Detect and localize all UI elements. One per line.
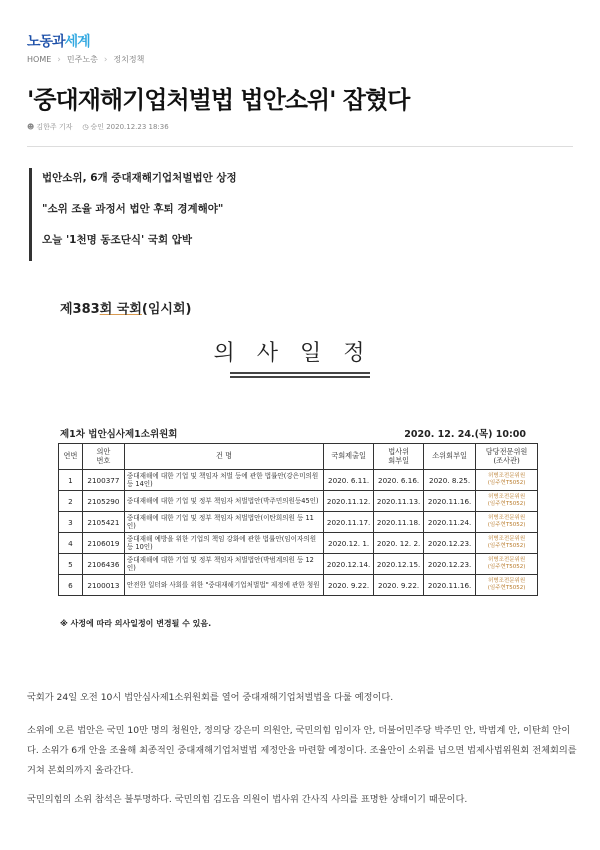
table-cell-no: 4 xyxy=(59,533,83,554)
table-cell-submitted: 2020. 6.11. xyxy=(324,470,374,491)
subhead: 오늘 '1천명 동조단식' 국회 압박 xyxy=(42,234,193,246)
table-cell-submitted: 2020.12. 1. xyxy=(324,533,374,554)
session-suffix: (임시회) xyxy=(141,302,192,317)
table-row xyxy=(59,575,538,596)
doc-datetime: 2020. 12. 24.(목) 10:00 xyxy=(404,429,526,440)
agenda-table xyxy=(58,443,538,596)
table-cell-submitted: 2020.12.14. xyxy=(324,554,374,575)
column-header: 연번 xyxy=(59,444,83,470)
table-cell-bill: 2106019 xyxy=(82,533,124,554)
doc-title-underline xyxy=(230,372,370,378)
article-headline: '중대재해기업처벌법 법안소위' 잡혔다 xyxy=(27,86,410,114)
table-row xyxy=(59,491,538,512)
article-paragraph: 소위에 오른 법안은 국민 10만 명의 청원안, 정의당 강은미 의원안, 국민의힘 임이자 안, 더불어민주당 박주민 안, 박범계 안, 이탄희 안이다. 소위가 6개 안을 조율해 최종적인 중대재해기업처벌법 제정안을 마련할 예정이다. 조율안이 소위를 넘으면 법제사법위원회 전체회의를 거쳐 본회의까지 올라간다. xyxy=(27,725,577,776)
table-cell-referred: 2020. 9.22. xyxy=(374,575,424,596)
column-header: 법사위 회부일 xyxy=(374,444,424,470)
chevron-right-icon: › xyxy=(103,54,108,65)
table-cell-name: 안전한 일터와 사회를 위한 "중대재해기업처벌법" 제정에 관한 청원 xyxy=(124,575,323,596)
table-cell-submitted: 2020.11.12. xyxy=(324,491,374,512)
table-cell-bill: 2105290 xyxy=(82,491,124,512)
table-cell-bill: 2100013 xyxy=(82,575,124,596)
breadcrumb-section[interactable]: 민주노총 xyxy=(66,55,98,64)
table-cell-bill: 2100377 xyxy=(82,470,124,491)
table-cell-name: 중대재해에 대한 기업 및 정부 책임자 처벌법안(박주민의원등45인) xyxy=(124,491,323,512)
article-subheads xyxy=(29,168,237,261)
breadcrumb-category[interactable]: 정치정책 xyxy=(113,55,145,64)
divider xyxy=(27,146,573,147)
session-prefix: 제383 xyxy=(60,302,100,317)
table-cell-staff: 허병조전문위원 (임주현T5052) xyxy=(476,470,538,491)
table-cell-sub-referred: 2020.11.16. xyxy=(424,491,476,512)
doc-note: ※ 사정에 따라 의사일정이 변경될 수 있음. xyxy=(60,619,212,628)
publish-time xyxy=(82,122,168,132)
article-paragraph: 국회가 24일 오전 10시 법안심사제1소위원회를 열어 중대재해기업처벌법을 다룰 예정이다. xyxy=(27,692,394,703)
table-cell-name: 중대재해에 대한 기업 및 정부 책임자 처벌법안(박범계의원 등 12인) xyxy=(124,554,323,575)
chevron-right-icon: › xyxy=(57,54,61,65)
table-cell-bill: 2106436 xyxy=(82,554,124,575)
table-cell-referred: 2020. 6.16. xyxy=(374,470,424,491)
doc-session xyxy=(60,298,191,317)
logo-part1: 노동과 xyxy=(27,34,65,50)
table-cell-referred: 2020.12.15. xyxy=(374,554,424,575)
table-cell-no: 1 xyxy=(59,470,83,491)
table-cell-sub-referred: 2020.11.16. xyxy=(424,575,476,596)
table-cell-referred: 2020.11.18. xyxy=(374,512,424,533)
breadcrumb-home[interactable]: HOME xyxy=(27,55,52,64)
author xyxy=(27,122,72,132)
table-cell-name: 중대재해에 대한 기업 및 정부 책임자 처벌법안(이탄희의원 등 11인) xyxy=(124,512,323,533)
approved-time: 승인 2020.12.23 18:36 xyxy=(90,123,169,131)
logo-part2: 세계 xyxy=(64,34,90,50)
table-cell-no: 2 xyxy=(59,491,83,512)
table-cell-sub-referred: 2020.12.23. xyxy=(424,554,476,575)
table-header-row xyxy=(59,444,538,470)
table-cell-staff: 허병조전문위원 (임주현T5052) xyxy=(476,491,538,512)
article-meta xyxy=(27,122,169,132)
subhead: "소위 조율 과정서 법안 후퇴 경계해야" xyxy=(42,203,224,215)
person-icon: ☻ xyxy=(27,123,35,131)
table-cell-sub-referred: 2020. 8.25. xyxy=(424,470,476,491)
table-cell-bill: 2105421 xyxy=(82,512,124,533)
clock-icon: ◷ xyxy=(82,123,89,131)
table-row xyxy=(59,470,538,491)
table-cell-name: 중대재해에 대한 기업 및 책임자 처벌 등에 관한 법률안(강은미의원 등 14인) xyxy=(124,470,323,491)
agenda-document-image xyxy=(40,280,560,660)
breadcrumb xyxy=(27,54,144,65)
table-cell-no: 6 xyxy=(59,575,83,596)
column-header: 국회제출일 xyxy=(324,444,374,470)
column-header: 건 명 xyxy=(124,444,323,470)
table-cell-staff: 허병조전문위원 (임주현T5052) xyxy=(476,554,538,575)
table-row xyxy=(59,512,538,533)
table-cell-referred: 2020. 12. 2. xyxy=(374,533,424,554)
column-header: 담당전문위원 (조사관) xyxy=(476,444,538,470)
table-cell-submitted: 2020.11.17. xyxy=(324,512,374,533)
table-cell-submitted: 2020. 9.22. xyxy=(324,575,374,596)
author-name: 김한주 기자 xyxy=(36,123,73,131)
doc-title: 의사일정 xyxy=(213,341,387,366)
table-cell-referred: 2020.11.13. xyxy=(374,491,424,512)
subhead: 법안소위, 6개 중대재해기업처벌법안 상정 xyxy=(42,172,237,184)
table-cell-name: 중대재해 예방을 위한 기업의 책임 강화에 관한 법률안(임이자의원 등 10인) xyxy=(124,533,323,554)
table-cell-staff: 허병조전문위원 (임주현T5052) xyxy=(476,512,538,533)
table-cell-sub-referred: 2020.11.24. xyxy=(424,512,476,533)
table-cell-no: 3 xyxy=(59,512,83,533)
site-logo[interactable] xyxy=(27,31,90,51)
table-row xyxy=(59,554,538,575)
article-paragraph: 국민의힘의 소위 참석은 불투명하다. 국민의힘 김도읍 의원이 법사위 간사직 사의를 표명한 상태이기 때문이다. xyxy=(27,794,468,805)
column-header: 의안 번호 xyxy=(82,444,124,470)
table-cell-staff: 허병조전문위원 (임주현T5052) xyxy=(476,533,538,554)
table-cell-staff: 허병조전문위원 (임주현T5052) xyxy=(476,575,538,596)
table-row xyxy=(59,533,538,554)
session-mid: 회 국회 xyxy=(99,302,142,317)
column-header: 소위회부일 xyxy=(424,444,476,470)
table-cell-no: 5 xyxy=(59,554,83,575)
table-cell-sub-referred: 2020.12.23. xyxy=(424,533,476,554)
doc-committee: 제1차 법안심사제1소위원회 xyxy=(60,429,178,440)
